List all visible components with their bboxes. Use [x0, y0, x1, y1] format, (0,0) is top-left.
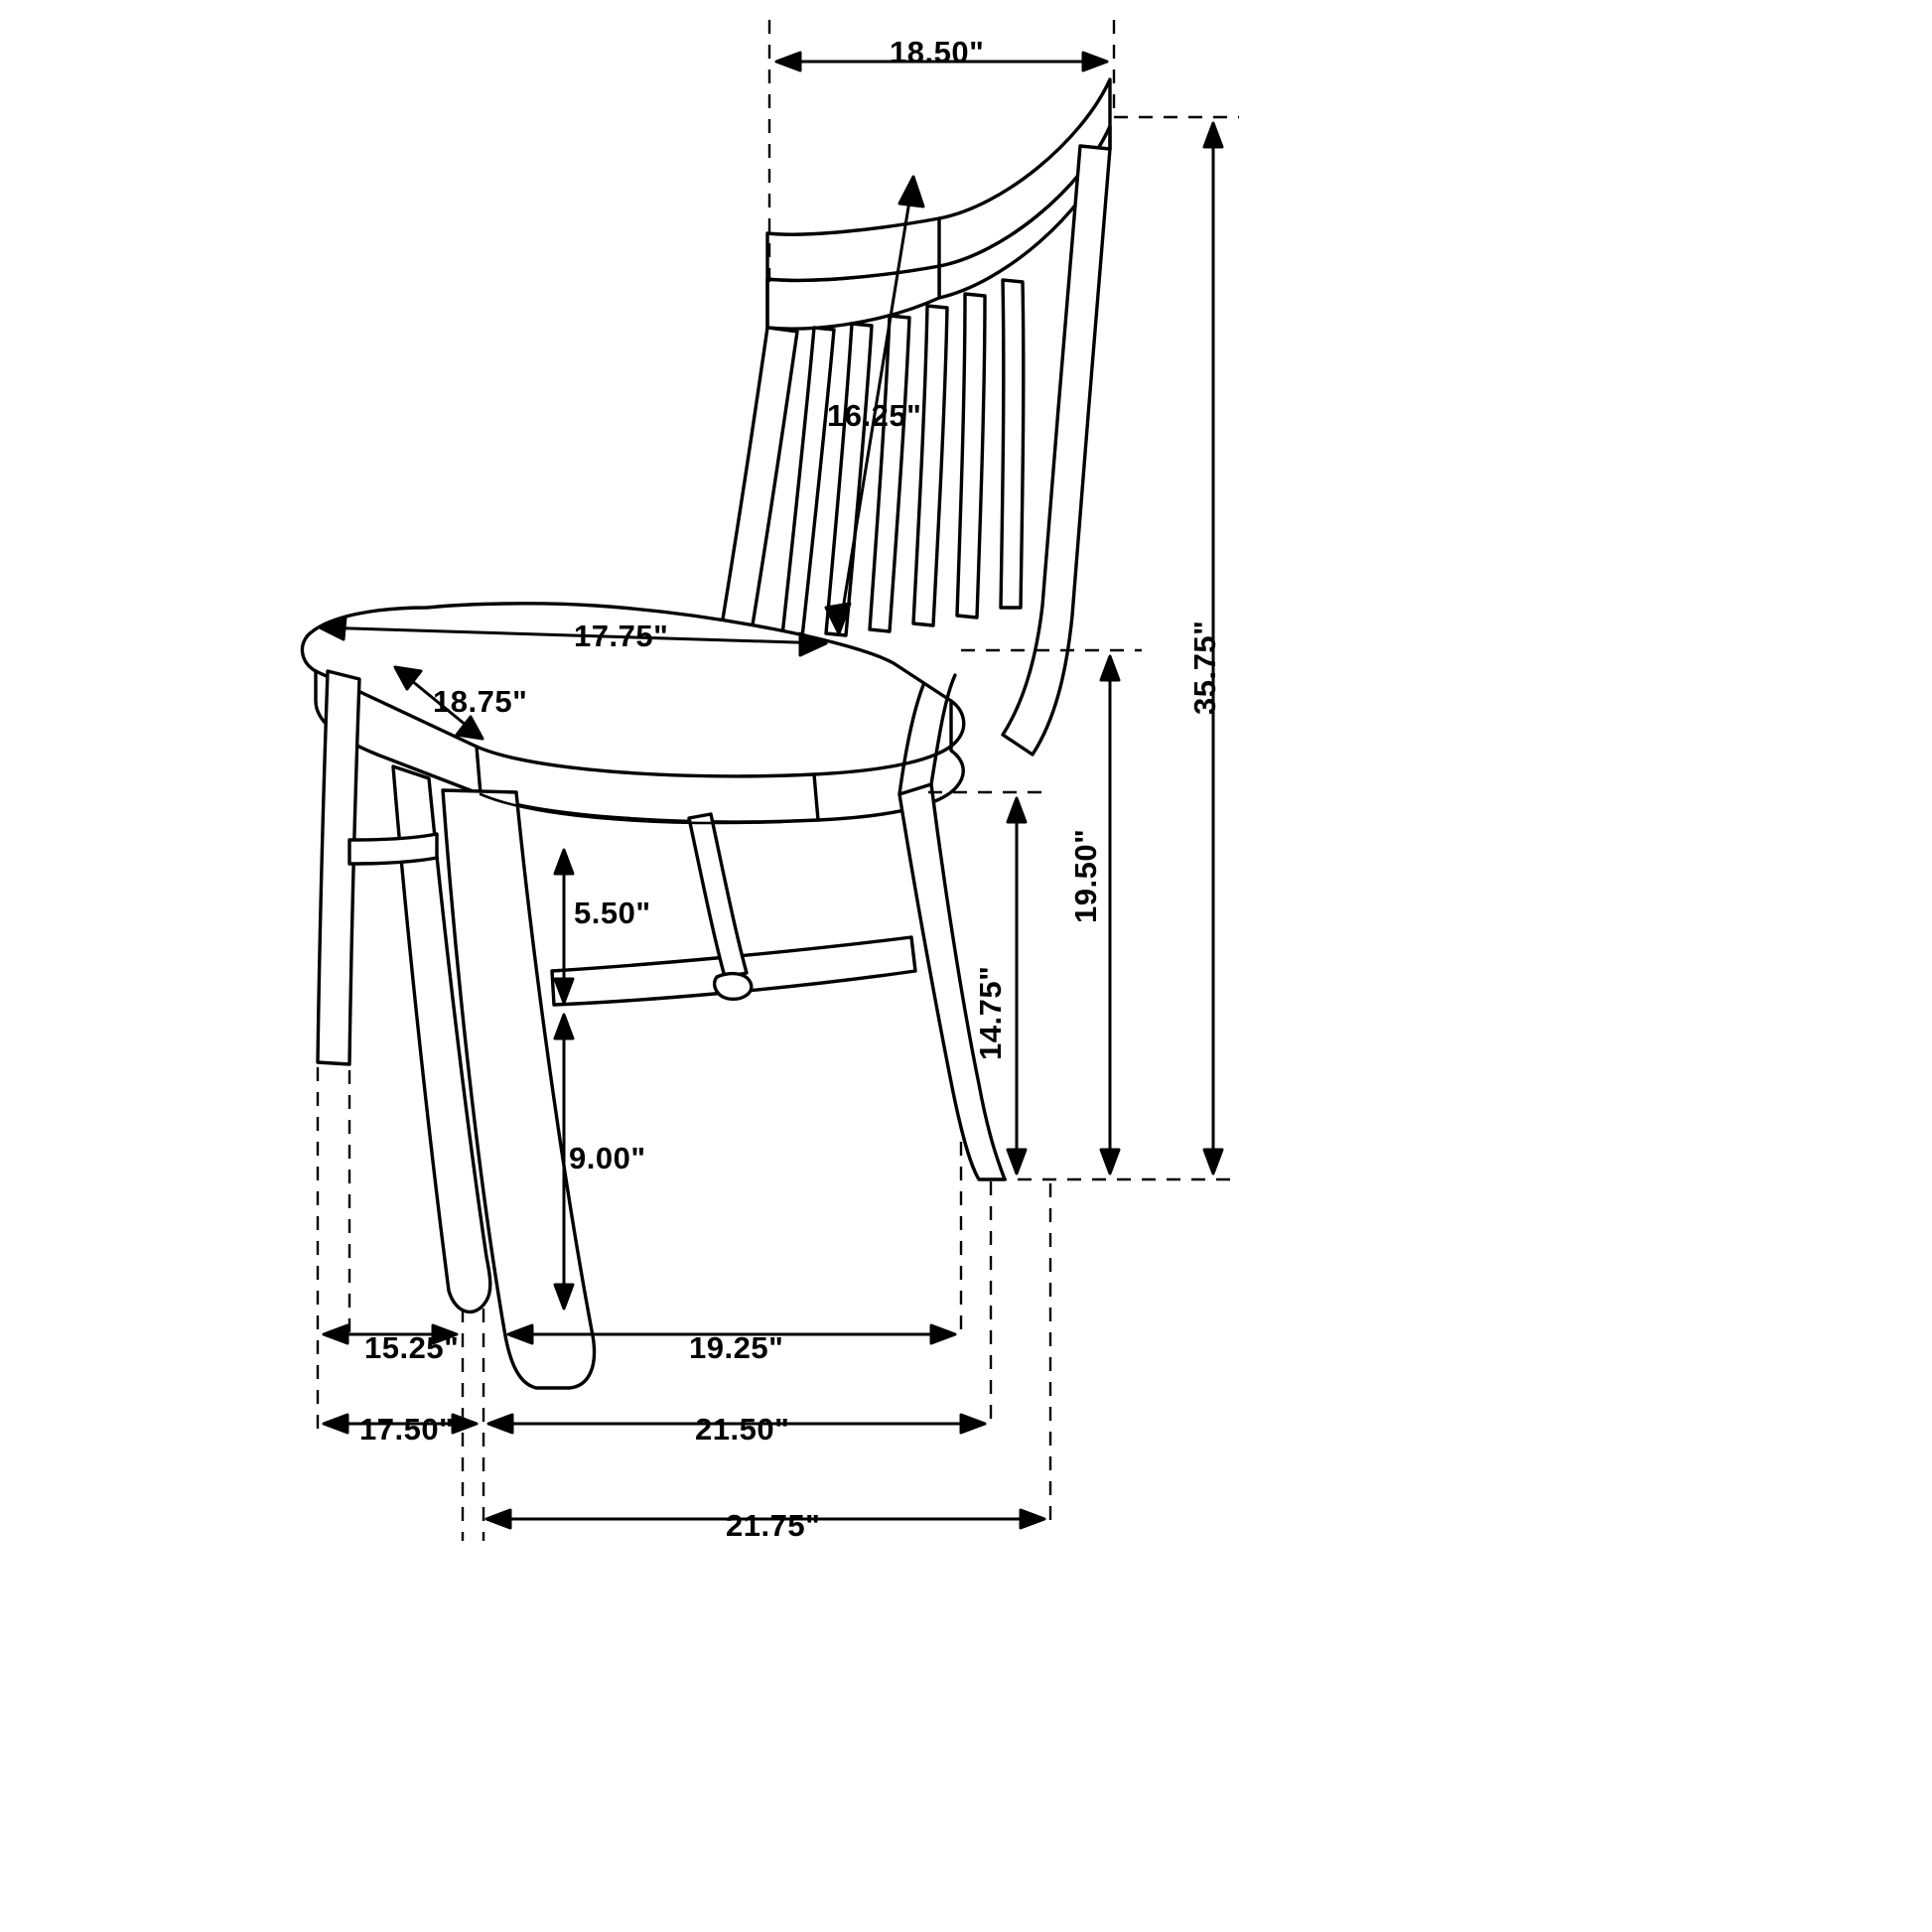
dimension-label-depth-overall: 21.75" [726, 1508, 821, 1543]
dimension-label-leg-span-inner: 19.25" [689, 1330, 784, 1365]
dimension-label-lower-leg-height: 9.00" [569, 1141, 646, 1175]
dimension-label-seat-depth: 17.75" [574, 619, 669, 653]
dimension-label-front-leg-offset: 15.25" [364, 1330, 460, 1365]
dimension-label-back-height: 16.25" [827, 398, 922, 433]
dimension-label-depth-mid: 21.50" [695, 1412, 790, 1447]
dimension-label-depth-front: 17.50" [359, 1412, 455, 1447]
dimension-label-overall-height: 35.75" [1187, 620, 1222, 715]
dimension-label-seat-width: 18.75" [433, 684, 528, 719]
dimension-label-stretcher-height: 5.50" [574, 896, 651, 930]
dimension-label-seat-height: 14.75" [973, 965, 1008, 1060]
dimension-label-back-width: 18.50" [890, 35, 985, 69]
dimension-label-seat-back-height: 19.50" [1068, 828, 1103, 923]
